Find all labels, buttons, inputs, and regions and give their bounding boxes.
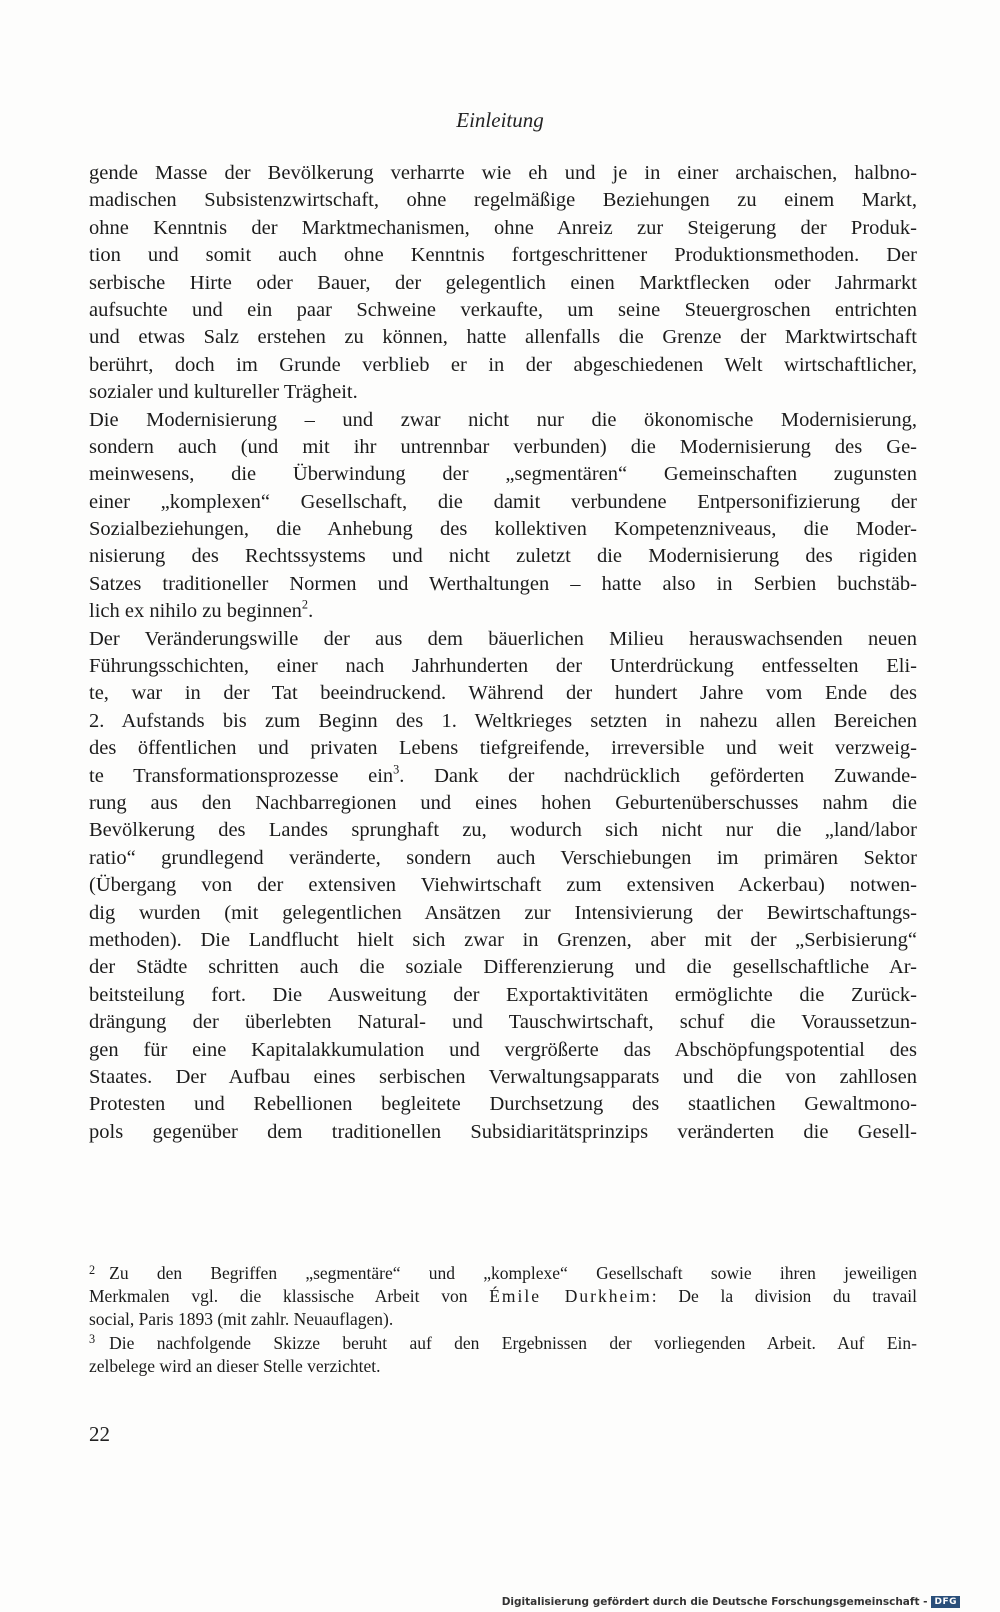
text-line: des öffentlichen und privaten Lebens tiefgreifende, irreversible und weit verzweig- [89,737,917,760]
running-head: Einleitung [456,108,544,132]
footnote-text: Merkmalen vgl. die klassische Arbeit von [89,1286,490,1307]
text-line: te, war in der Tat beeindruckend. Während der hundert Jahre vom Ende des [89,682,917,705]
text-line: ohne Kenntnis der Marktmechanismen, ohne Anreiz zur Steigerung der Produk- [89,216,917,239]
page-number: 22 [89,1422,110,1446]
text-line: lich ex nihilo zu beginnen$^2$. [89,597,314,623]
text-line: der Städte schritten auch die soziale Differenzierung und die gesellschaftliche Ar- [89,956,917,979]
text-line: gen für eine Kapitalakkumulation und vergrößerte das Abschöpfungspotential des [89,1038,917,1061]
text-line: pols gegenüber dem traditionellen Subsidiaritätsprinzips veränderten die Gesell- [89,1120,917,1143]
author-name: Émile Durkheim [489,1286,652,1307]
footnote-reference[interactable]: 3 [393,761,400,776]
text-line: beitsteilung fort. Die Ausweitung der Exportaktivitäten ermöglichte die Zurück- [89,983,917,1006]
main-text [89,160,917,1146]
text-line: Sozialbeziehungen, die Anhebung des kollektiven Kompetenzniveaus, die Moder- [89,518,917,541]
text-line [89,763,917,790]
text-line: drängung der überlebten Natural- und Tauschwirtschaft, schuf die Voraussetzun- [89,1011,917,1034]
footnote-reference[interactable]: 2 [301,597,309,612]
text-line: Die Modernisierung – und zwar nicht nur die ökonomische Modernisierung, [89,408,917,431]
footnote-2-line [89,1285,917,1308]
text-line: sondern auch (und mit ihr untrennbar verbunden) die Modernisierung des Ge- [89,435,917,458]
footnote-number: 3 [89,1332,96,1347]
dfg-logo: DFG [931,1596,960,1608]
text-line: berührt, doch im Grunde verblieb er in der abgeschiedenen Welt wirtschaftlicher, [89,353,917,376]
footnotes [89,1262,917,1378]
text-line: madischen Subsistenzwirtschaft, ohne regelmäßige Beziehungen zu einem Markt, [89,189,917,212]
text-line: Protesten und Rebellionen begleitete Durchsetzung des staatlichen Gewaltmono- [89,1093,917,1116]
footnote-number: 2 [89,1262,96,1277]
text-line: 2. Aufstands bis zum Beginn des 1. Weltkrieges setzten in nahezu allen Bereichen [89,709,917,732]
footnote-text: Die nachfolgende Skizze beruht auf den Ergebnissen der vorliegenden Arbeit. Auf Ein- [109,1332,917,1353]
digitization-credit [502,1596,960,1608]
text-segment: te Transformationsprozesse ein [89,764,394,787]
text-line: aufsuchte und ein paar Schweine verkaufte, um seine Steuergroschen entrichten [89,298,917,321]
text-line: dig wurden (mit gelegentlichen Ansätzen zur Intensivierung der Bewirtschaftungs- [89,901,917,924]
footnote-2-line: social, Paris 1893 (mit zahlr. Neuauflagen). [89,1309,394,1330]
text-line: und etwas Salz erstehen zu können, hatte allenfalls die Grenze der Marktwirtschaft [89,326,917,349]
text-line: einer „komplexen“ Gesellschaft, die damit verbundene Entpersonifizierung der [89,490,917,513]
footnote-3-line [89,1332,917,1355]
text-line: Staates. Der Aufbau eines serbischen Verwaltungsapparats und die von zahllosen [89,1065,917,1088]
footnote-text: : De la division du travail [651,1286,917,1307]
text-line: gende Masse der Bevölkerung verharrte wie eh und je in einer archaischen, halbno- [89,162,917,184]
footnote-3-line: zelbelege wird an dieser Stelle verzichtet. [89,1355,381,1376]
text-line: Satzes traditioneller Normen und Werthaltungen – hatte also in Serbien buchstäb- [89,572,917,595]
text-segment: . Dank der nachdrücklich geförderten Zuwande- [399,764,917,787]
text-line: tion und somit auch ohne Kenntnis fortgeschrittener Produktionsmethoden. Der [89,244,917,267]
text-line: serbische Hirte oder Bauer, der gelegentlich einen Marktflecken oder Jahrmarkt [89,271,917,294]
text-line: (Übergang von der extensiven Viehwirtschaft zum extensiven Ackerbau) notwen- [89,874,917,897]
text-line: Der Veränderungswille der aus dem bäuerlichen Milieu herauswachsenden neuen [89,627,917,650]
text-line: rung aus den Nachbarregionen und eines hohen Geburtenüberschusses nahm die [89,791,917,814]
text-line: sozialer und kultureller Trägheit. [89,381,358,404]
text-line: nisierung des Rechtssystems und nicht zuletzt die Modernisierung des rigiden [89,545,917,568]
text-line: meinwesens, die Überwindung der „segmentären“ Gemeinschaften zugunsten [89,463,917,486]
text-line: ratio“ grundlegend veränderte, sondern auch Verschiebungen im primären Sektor [89,846,917,869]
text-line: Bevölkerung des Landes sprunghaft zu, wodurch sich nicht nur die „land/labor [89,819,917,842]
text-line: Führungsschichten, einer nach Jahrhunderten der Unterdrückung entfesselten Eli- [89,655,917,678]
footnote-2-line [89,1262,917,1285]
text-line: methoden). Die Landflucht hielt sich zwar in Grenzen, aber mit der „Serbisierung“ [89,928,917,951]
credit-text: Digitalisierung gefördert durch die Deutsche Forschungsgemeinschaft - [501,1596,928,1608]
footnote-text: Zu den Begriffen „segmentäre“ und „komplexe“ Gesellschaft sowie ihren jeweiligen [109,1263,917,1283]
text-segment: lich ex nihilo zu beginnen [89,600,302,623]
